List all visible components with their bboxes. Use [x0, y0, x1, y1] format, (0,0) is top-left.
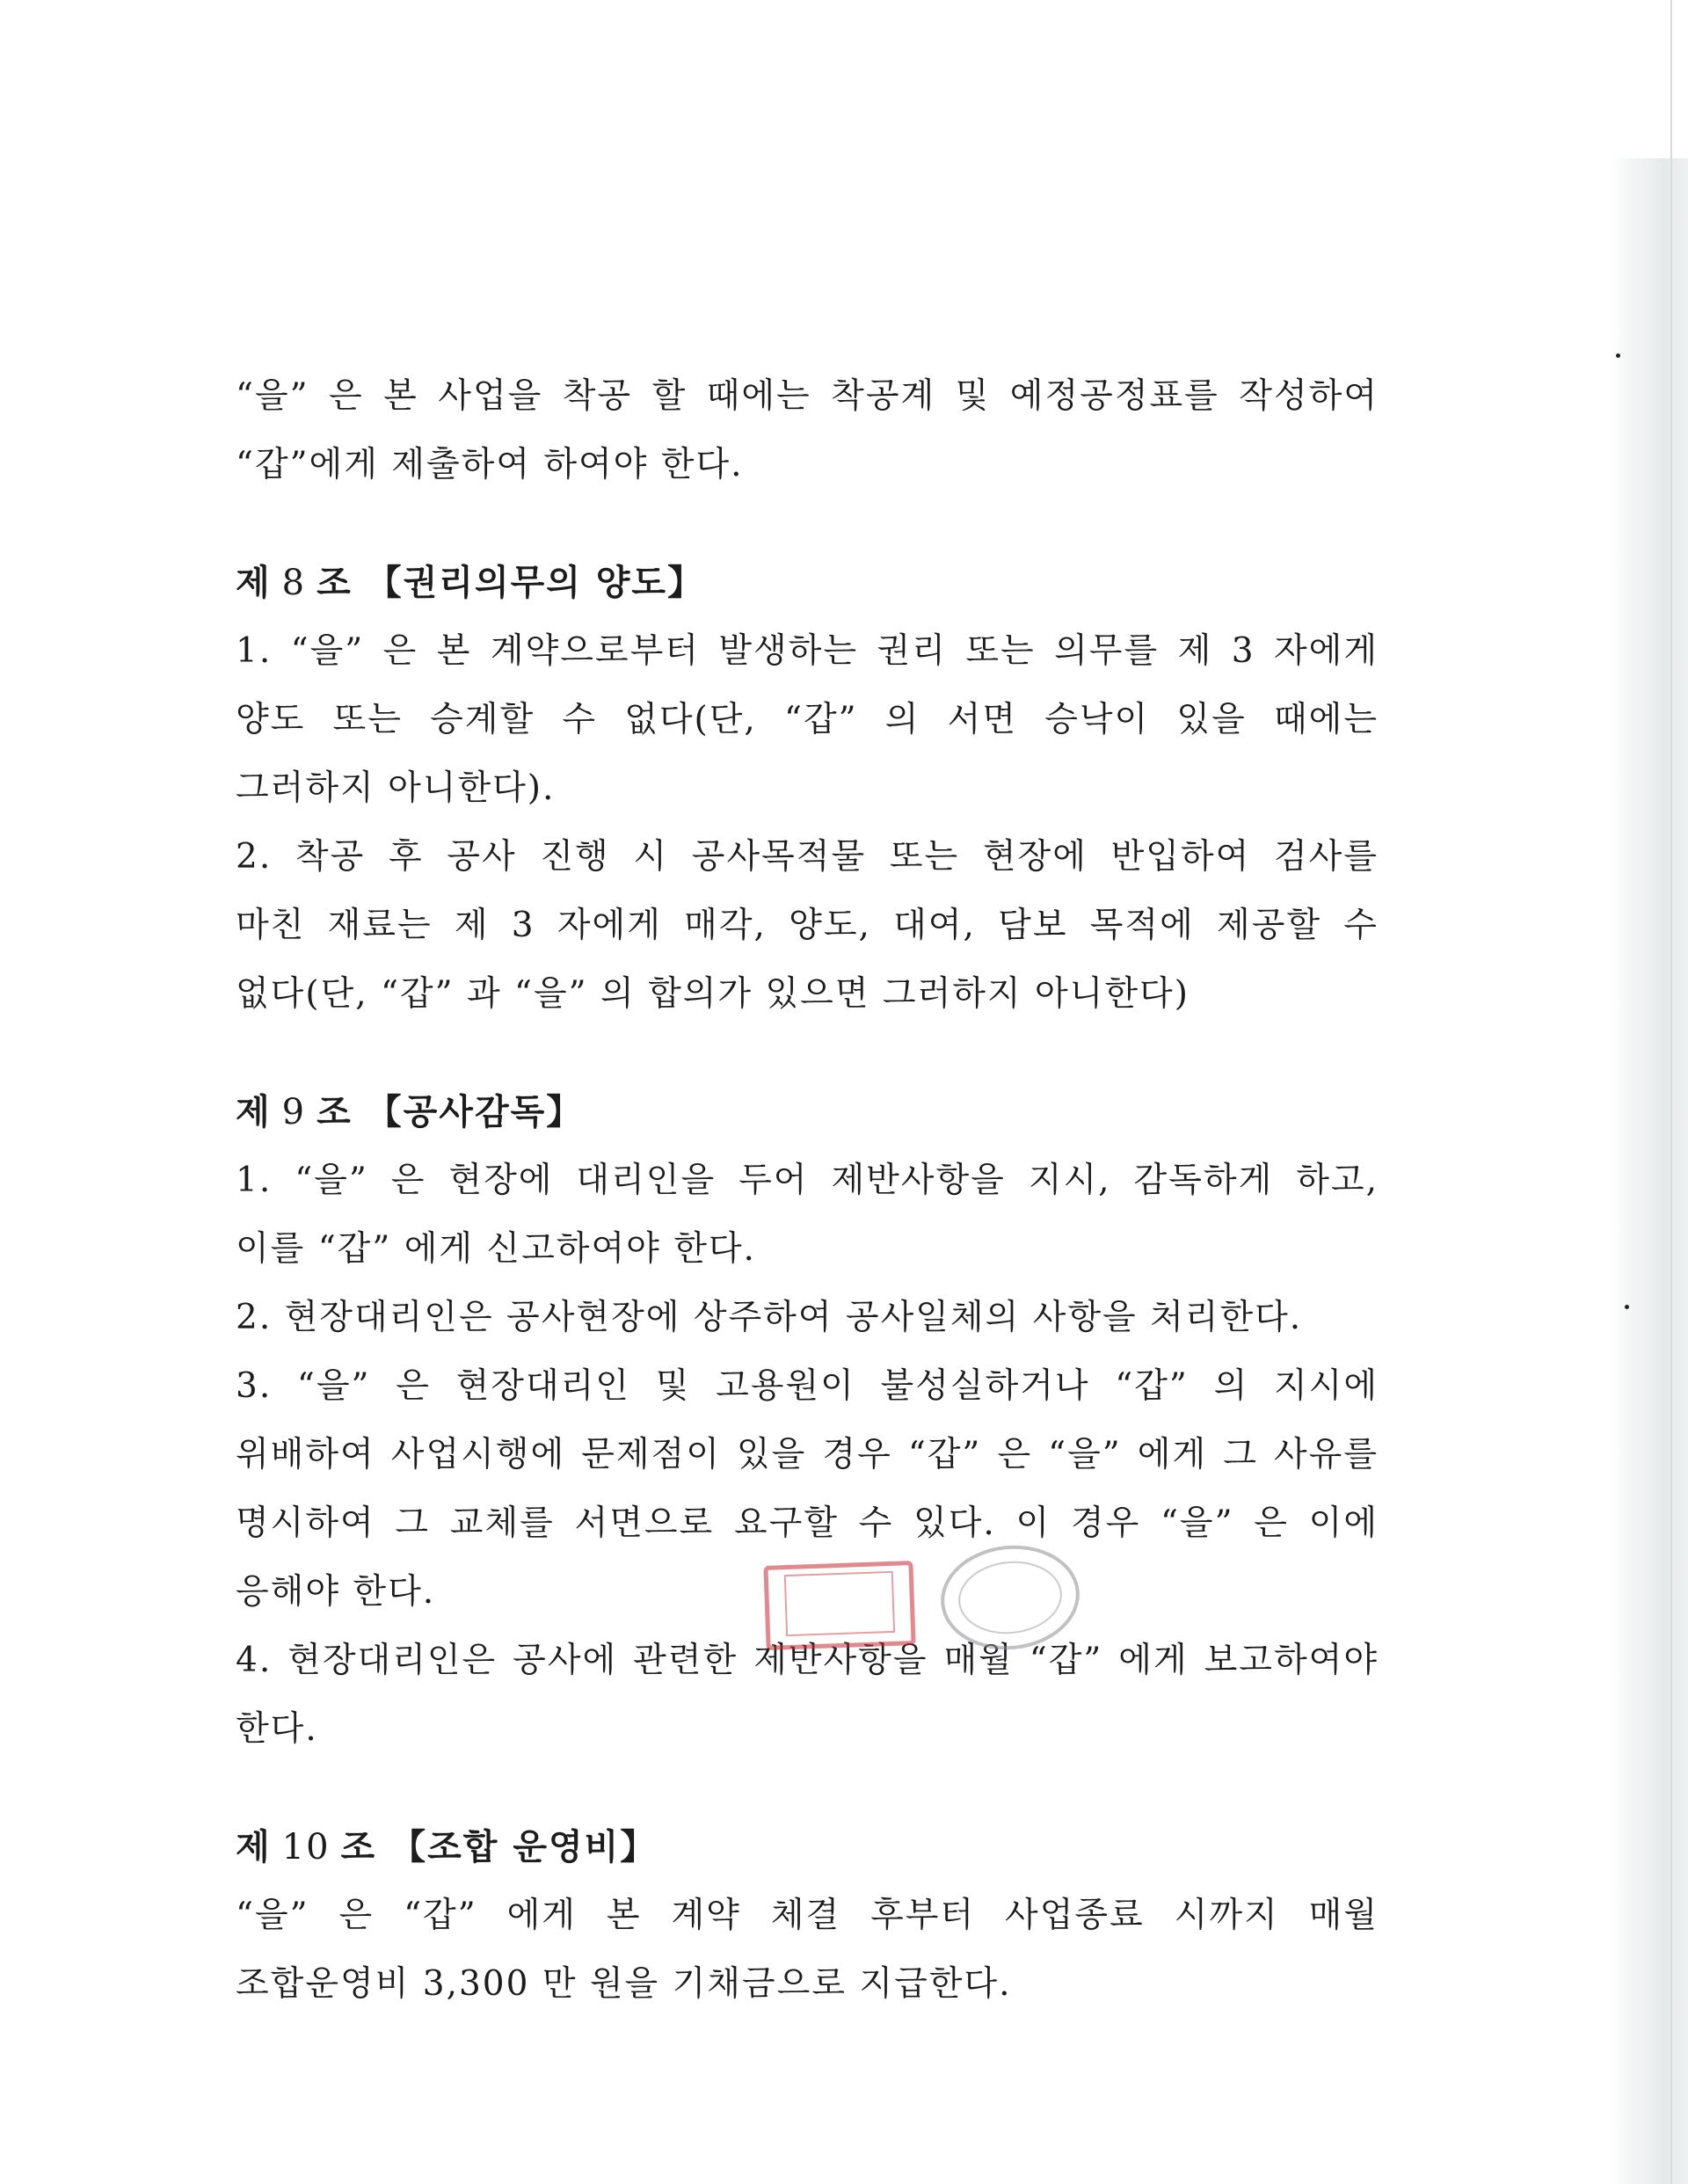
article-suffix: 조: [316, 562, 353, 603]
article-number: 8: [281, 563, 307, 603]
article-prefix: 제: [236, 1091, 272, 1132]
text-line: 그러하지 아니한다).: [236, 768, 556, 808]
article-heading: [236, 1813, 1379, 1882]
article-9: [236, 1078, 1379, 1764]
text-line: 마친 재료는 제 3 자에게 매각, 양도, 대여, 담보 목적에 제공할 수: [236, 906, 1379, 945]
clause: [236, 1147, 1379, 1284]
clause: [236, 1882, 1379, 2019]
article-heading: [236, 549, 1379, 617]
article-prefix: 제: [236, 1826, 272, 1867]
text-line: 2. 착공 후 공사 진행 시 공사목적물 또는 현장에 반입하여 검사를: [236, 837, 1379, 877]
clause: [236, 1284, 1379, 1352]
round-seal-ring: [955, 1556, 1066, 1639]
text-line: 1. “을” 은 현장에 대리인을 두어 제반사항을 지시, 감독하게 하고,: [236, 1161, 1379, 1200]
clause: [236, 823, 1379, 1029]
text-line: 조합운영비 3,300 만 원을 기채금으로 지급한다.: [236, 1964, 1012, 2004]
text-line: “갑”에게 제출하여 하여야 한다.: [236, 445, 744, 484]
text-line: 한다.: [236, 1709, 318, 1749]
intro-paragraph: [236, 362, 1379, 499]
clause: [236, 617, 1379, 823]
text-line: 이를 “갑” 에게 신고하여야 한다.: [236, 1229, 756, 1269]
scan-speck: [1616, 353, 1620, 358]
square-seal-inner-border: [784, 1571, 895, 1636]
spacer: [236, 499, 1379, 549]
text-line: 2. 현장대리인은 공사현장에 상주하여 공사일체의 사항을 처리한다.: [236, 1298, 1303, 1337]
text-line: 응해야 한다.: [236, 1572, 436, 1612]
text-line: “을” 은 “갑” 에게 본 계약 체결 후부터 사업종료 시까지 매월: [236, 1896, 1379, 1935]
text-line: 위배하여 사업시행에 문제점이 있을 경우 “갑” 은 “을” 에게 그 사유를: [236, 1435, 1379, 1474]
square-seal-stamp: [763, 1561, 915, 1650]
round-seal-stamp: [935, 1539, 1084, 1656]
article-8: [236, 549, 1379, 1029]
article-number: 10: [281, 1827, 331, 1867]
scan-edge-shadow: [1609, 158, 1688, 2184]
text-line: 4. 현장대리인은 공사에 관련한 제반사항을 매월 “갑” 에게 보고하여야: [236, 1641, 1379, 1680]
seal-stamps: [765, 1553, 1099, 1649]
article-title: 【권리의무의 양도】: [366, 562, 705, 603]
article-suffix: 조: [316, 1091, 353, 1132]
text-line: “을” 은 본 사업을 착공 할 때에는 착공계 및 예정공정표를 작성하여: [236, 376, 1379, 416]
article-title: 【조합 운영비】: [390, 1826, 658, 1867]
text-line: 1. “을” 은 본 계약으로부터 발생하는 권리 또는 의무를 제 3 자에게: [236, 631, 1379, 671]
article-number: 9: [281, 1092, 307, 1132]
scan-speck: [1625, 1305, 1629, 1309]
article-prefix: 제: [236, 562, 272, 603]
scan-edge-line: [1670, 0, 1672, 2184]
text-line: 양도 또는 승계할 수 없다(단, “갑” 의 서면 승낙이 있을 때에는: [236, 700, 1379, 739]
article-heading: [236, 1078, 1379, 1147]
text-line: 없다(단, “갑” 과 “을” 의 합의가 있으면 그러하지 아니한다): [236, 974, 1190, 1014]
text-line: 3. “을” 은 현장대리인 및 고용원이 불성실하거나 “갑” 의 지시에: [236, 1366, 1379, 1406]
article-suffix: 조: [340, 1826, 377, 1867]
article-title: 【공사감독】: [366, 1091, 584, 1132]
spacer: [236, 1764, 1379, 1813]
article-10: [236, 1813, 1379, 2019]
spacer: [236, 1029, 1379, 1078]
document-body: [236, 362, 1379, 2019]
text-line: 명시하여 그 교체를 서면으로 요구할 수 있다. 이 경우 “을” 은 이에: [236, 1503, 1379, 1543]
